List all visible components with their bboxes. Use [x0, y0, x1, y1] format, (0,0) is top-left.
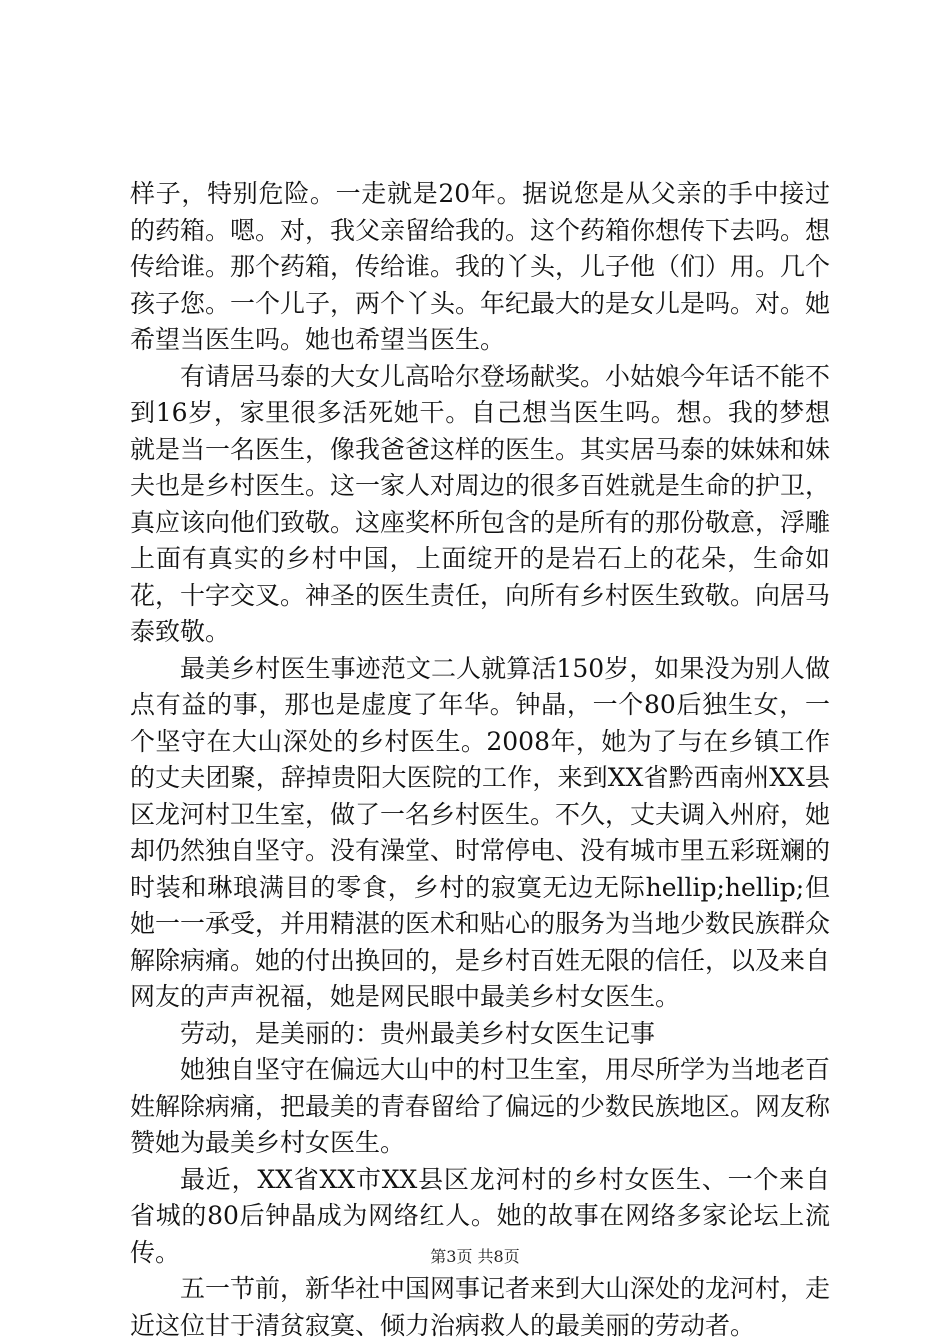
paragraph-2: 有请居马泰的大女儿高哈尔登场献奖。小姑娘今年话不能不到16岁，家里很多活死她干。自己想当医生吗。想。我的梦想就是当一名医生，像我爸爸这样的医生。其实居马泰的妹妹和妹夫也是乡村医生。这一家人对周边的很多百姓就是生命的护卫，真应该向他们致敬。这座奖杯所包含的是所有的那份敬意，浮雕上面有真实的乡村中国，上面绽开的是岩石上的花朵，生命如花，十字交叉。神圣的医生责任，向所有乡村医生致敬。向居马泰致敬。	[130, 361, 831, 646]
document-body	[130, 176, 830, 1344]
paragraph-3: 最美乡村医生事迹范文二人就算活150岁，如果没为别人做点有益的事，那也是虚度了年华。钟晶，一个80后独生女，一个坚守在大山深处的乡村医生。2008年，她为了与在乡镇工作的丈夫团聚，辞掉贵阳大医院的工作，来到XX省黔西南州XX县区龙河村卫生室，做了一名乡村医生。不久，丈夫调入州府，她却仍然独自坚守。没有澡堂、时常停电、没有城市里五彩斑斓的时装和琳琅满目的零食，乡村的寂寞无边无际hellip;hellip;但她一一承受，并用精湛的医术和贴心的服务为当地少数民族群众解除病痛。她的付出换回的，是乡村百姓无限的信任，以及来自网友的声声祝福，她是网民眼中最美乡村女医生。	[130, 653, 831, 1011]
paragraph-7: 五一节前，新华社中国网事记者来到大山深处的龙河村，走近这位甘于清贫寂寞、倾力治病救人的最美丽的劳动者。	[130, 1274, 831, 1340]
paragraph-4-heading: 劳动，是美丽的：贵州最美乡村女医生记事	[180, 1018, 656, 1048]
paragraph-6: 最近，XX省XX市XX县区龙河村的乡村女医生、一个来自省城的80后钟晶成为网络红人。她的故事在网络多家论坛上流传。	[130, 1164, 830, 1267]
paragraph-5: 她独自坚守在偏远大山中的村卫生室，用尽所学为当地老百姓解除病痛，把最美的青春留给了偏远的少数民族地区。网友称赞她为最美乡村女医生。	[130, 1055, 831, 1157]
paragraph-1: 样子，特别危险。一走就是20年。据说您是从父亲的手中接过的药箱。嗯。对，我父亲留给我的。这个药箱你想传下去吗。想传给谁。那个药箱，传给谁。我的丫头，儿子他（们）用。几个孩子您。一个儿子，两个丫头。年纪最大的是女儿是吗。对。她希望当医生吗。她也希望当医生。	[130, 179, 831, 354]
page-number-footer: 第3页 共8页	[430, 1247, 520, 1266]
